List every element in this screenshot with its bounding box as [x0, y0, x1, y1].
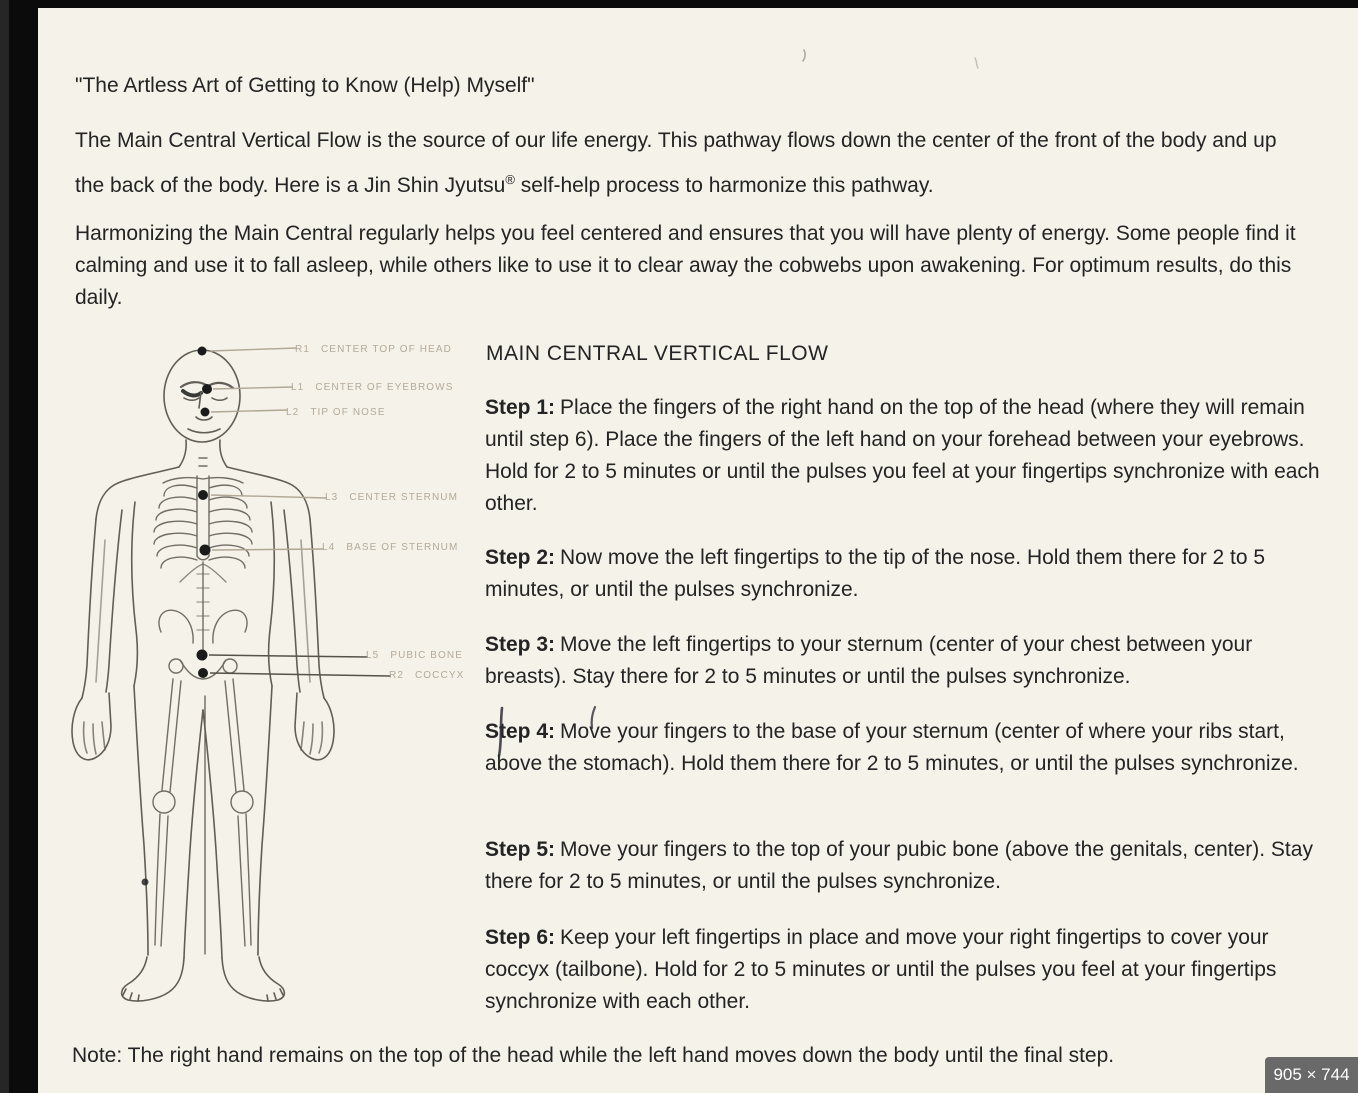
diagram-label-r2: [389, 670, 464, 682]
document-title: "The Artless Art of Getting to Know (Help) Myself": [75, 74, 535, 97]
step-2: [485, 542, 1330, 606]
step-1-label: Step 1:: [485, 396, 556, 419]
intro-paragraph-text: The Main Central Vertical Flow is the source of our life energy. This pathway flows down the center of the front of the body and up the back of the body. Here is a Jin Shin Jyutsu: [75, 129, 1277, 197]
image-dimensions-badge: 905 × 744: [1265, 1057, 1358, 1093]
step-2-text: Now move the left fingertips to the tip of the nose. Hold them there for 2 to 5 minutes, or until the pulses synchronize.: [485, 546, 1266, 601]
note-line: Note: The right hand remains on the top of the head while the left hand moves down the body until the final step.: [72, 1044, 1115, 1067]
step-3: [485, 629, 1330, 693]
diagram-label-l2-code: L2: [286, 407, 300, 418]
step-1-text: Place the fingers of the right hand on the top of the head (where they will remain until step 6). Place the fingers of the left hand on your forehead between your eyebrows. Hold for 2 to 5 minutes or until the pulses you feel at your fingertips synchronize with each other.: [485, 396, 1320, 515]
diagram-label-l4-text: BASE OF STERNUM: [346, 542, 459, 553]
scanned-document-page: [38, 8, 1358, 1093]
step-4: [485, 716, 1330, 780]
diagram-label-l5-code: L5: [366, 650, 380, 661]
diagram-label-l1-code: L1: [291, 382, 305, 393]
step-4-text: Move your fingers to the base of your sternum (center of where your ribs start, above the stomach). Hold them there for 2 to 5 minutes, or until the pulses synchronize.: [485, 720, 1299, 775]
step-5-text: Move your fingers to the top of your pubic bone (above the genitals, center). Stay there for 2 to 5 minutes, or until the pulses synchronize.: [485, 838, 1313, 893]
intro-paragraph-continued: self-help process to harmonize this pathway.: [514, 174, 934, 197]
section-heading: MAIN CENTRAL VERTICAL FLOW: [486, 342, 829, 365]
registered-trademark-symbol: ®: [505, 172, 515, 187]
diagram-label-r1-text: CENTER TOP OF HEAD: [320, 344, 452, 355]
intro-paragraph: [75, 121, 1285, 205]
diagram-label-l1-text: CENTER OF EYEBROWS: [315, 382, 454, 393]
diagram-label-l3-text: CENTER STERNUM: [349, 492, 459, 503]
diagram-label-l4-code: L4: [322, 542, 336, 553]
diagram-label-l3: [325, 492, 458, 504]
diagram-label-l3-code: L3: [325, 492, 339, 503]
viewer-edge-strip: [0, 0, 9, 1093]
diagram-label-l2: [286, 407, 386, 419]
scan-speck-artifact: [972, 55, 984, 71]
diagram-label-l5: [366, 650, 463, 662]
step-3-label: Step 3:: [485, 633, 556, 656]
diagram-label-r2-text: COCCYX: [414, 670, 465, 681]
step-6-label: Step 6:: [485, 926, 556, 949]
step-6: [485, 922, 1330, 1018]
scan-speck-artifact: [800, 48, 812, 64]
step-5: [485, 834, 1330, 898]
diagram-label-l4: [322, 542, 458, 554]
diagram-label-l1: [291, 382, 453, 394]
diagram-label-r1: [295, 344, 452, 356]
skeleton-bones-drawing: [153, 458, 253, 946]
step-4-label: Step 4:: [485, 720, 556, 743]
step-2-label: Step 2:: [485, 546, 556, 569]
diagram-label-r2-code: R2: [389, 670, 404, 681]
step-6-text: Keep your left fingertips in place and move your right fingertips to cover your coccyx (tailbone). Hold for 2 to 5 minutes or until the pulses you feel at your fingertips synchronize with each other.: [485, 926, 1277, 1013]
step-1: [485, 392, 1330, 520]
diagram-label-l2-text: TIP OF NOSE: [310, 407, 386, 418]
step-3-text: Move the left fingertips to your sternum (center of your chest between your breasts). Stay there for 2 to 5 minutes or until the pulses synchronize.: [485, 633, 1253, 688]
diagram-label-l5-text: PUBIC BONE: [390, 650, 464, 661]
diagram-label-r1-code: R1: [295, 344, 310, 355]
second-paragraph: Harmonizing the Main Central regularly helps you feel centered and ensures that you will have plenty of energy. Some people find it calming and use it to fall asleep, while others like to use it to clear away the cobwebs upon awakening. For optimum results, do this daily.: [75, 222, 1296, 309]
step-5-label: Step 5:: [485, 838, 556, 861]
